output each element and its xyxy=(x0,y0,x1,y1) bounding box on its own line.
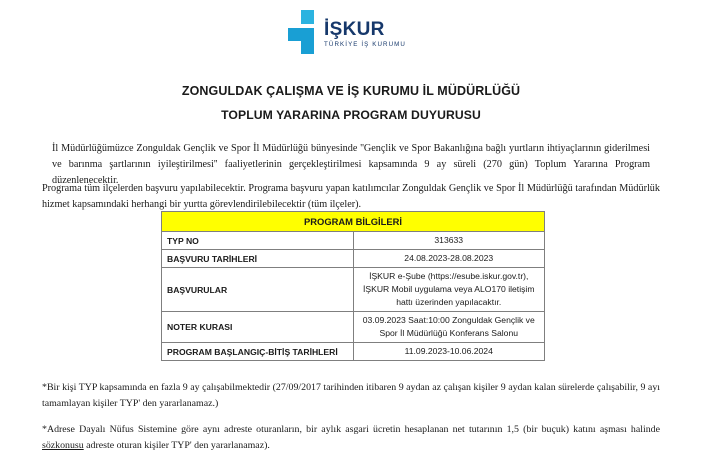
table-row xyxy=(162,268,545,312)
row-label-program-tarihleri: PROGRAM BAŞLANGIÇ-BİTİŞ TARİHLERİ xyxy=(162,343,354,361)
program-info-table xyxy=(161,211,545,361)
logo-tagline-text: TÜRKİYE İŞ KURUMU xyxy=(324,40,406,48)
footnote-address-part1: *Adrese Dayalı Nüfus Sistemine göre aynı adreste oturanların, bir aylık asgari ücretin hesaplanan net tutarının 1,5 (bir buçuk) katını aşması halinde xyxy=(42,423,660,435)
footnote-duration: *Bir kişi TYP kapsamında en fazla 9 ay çalışabilmektedir (27/09/2017 tarihinden itibaren 9 aydan az çalışan kişiler 9 aydan kalan sürelerde çalışabilir, 9 ayı tamamlayan kişiler TYP' den yararlanamaz.) xyxy=(42,381,660,409)
page-title: ZONGULDAK ÇALIŞMA VE İŞ KURUMU İL MÜDÜRLÜĞÜ xyxy=(181,84,521,98)
page-subtitle: TOPLUM YARARINA PROGRAM DUYURUSU xyxy=(221,108,481,122)
row-value-noter-kurasi: 03.09.2023 Saat:10:00 Zonguldak Gençlik ve Spor İl Müdürlüğü Konferans Salonu xyxy=(353,312,545,343)
row-label-typ-no: TYP NO xyxy=(162,232,354,250)
logo-stem-shape xyxy=(301,28,314,54)
table-header-cell: PROGRAM BİLGİLERİ xyxy=(162,212,545,232)
row-value-basvuru-tarihleri: 24.08.2023-28.08.2023 xyxy=(353,250,545,268)
intro-paragraph: İl Müdürlüğümüzce Zonguldak Gençlik ve Spor İl Müdürlüğü bünyesinde ''Gençlik ve Spor Bakanlığına bağlı yurtların ihtiyaçlarının giderilmesi ve barınma şartlarının iyileştirilmesi'' faaliyetlerinin gerçekleştirilmesi kapsamında 9 ay süreli (270 gün) Toplum Yararına Program düzenlenecektir. xyxy=(52,143,650,187)
table-row xyxy=(162,343,545,361)
logo-wordmark xyxy=(324,16,406,48)
iskur-logo-mark-icon xyxy=(288,10,318,54)
logo-inner xyxy=(288,10,406,54)
row-label-noter-kurasi: NOTER KURASI xyxy=(162,312,354,343)
row-label-basvurular: BAŞVURULAR xyxy=(162,268,354,312)
row-label-basvuru-tarihleri: BAŞVURU TARİHLERİ xyxy=(162,250,354,268)
table-row xyxy=(162,232,545,250)
row-value-program-tarihleri: 11.09.2023-10.06.2024 xyxy=(353,343,545,361)
logo-dot-shape xyxy=(301,10,314,24)
footnote-address xyxy=(42,422,660,454)
row-value-basvurular: İŞKUR e-Şube (https://esube.iskur.gov.tr), İŞKUR Mobil uygulama veya ALO170 iletişim hattı üzerinden yapılacaktır. xyxy=(353,268,545,312)
footnote-address-part2: adreste oturan kişiler TYP' den yararlanamaz). xyxy=(83,439,270,451)
logo-brand-text: İŞKUR xyxy=(324,19,385,41)
row-value-typ-no: 313633 xyxy=(353,232,545,250)
footnote-address-underlined: sözkonusu xyxy=(42,439,84,451)
application-paragraph: Programa tüm ilçelerden başvuru yapılabilecektir. Programa başvuru yapan katılımcılar Zonguldak Gençlik ve Spor İl Müdürlüğü tarafından Müdürlük hizmet kapsamındaki herhangi bir yurtta görevlendirilebilecektir (tüm ilçeler). xyxy=(42,183,660,211)
iskur-logo xyxy=(0,10,702,62)
logo-arm-shape xyxy=(288,28,302,41)
table-row xyxy=(162,312,545,343)
table-row xyxy=(162,250,545,268)
table-header-row xyxy=(162,212,545,232)
